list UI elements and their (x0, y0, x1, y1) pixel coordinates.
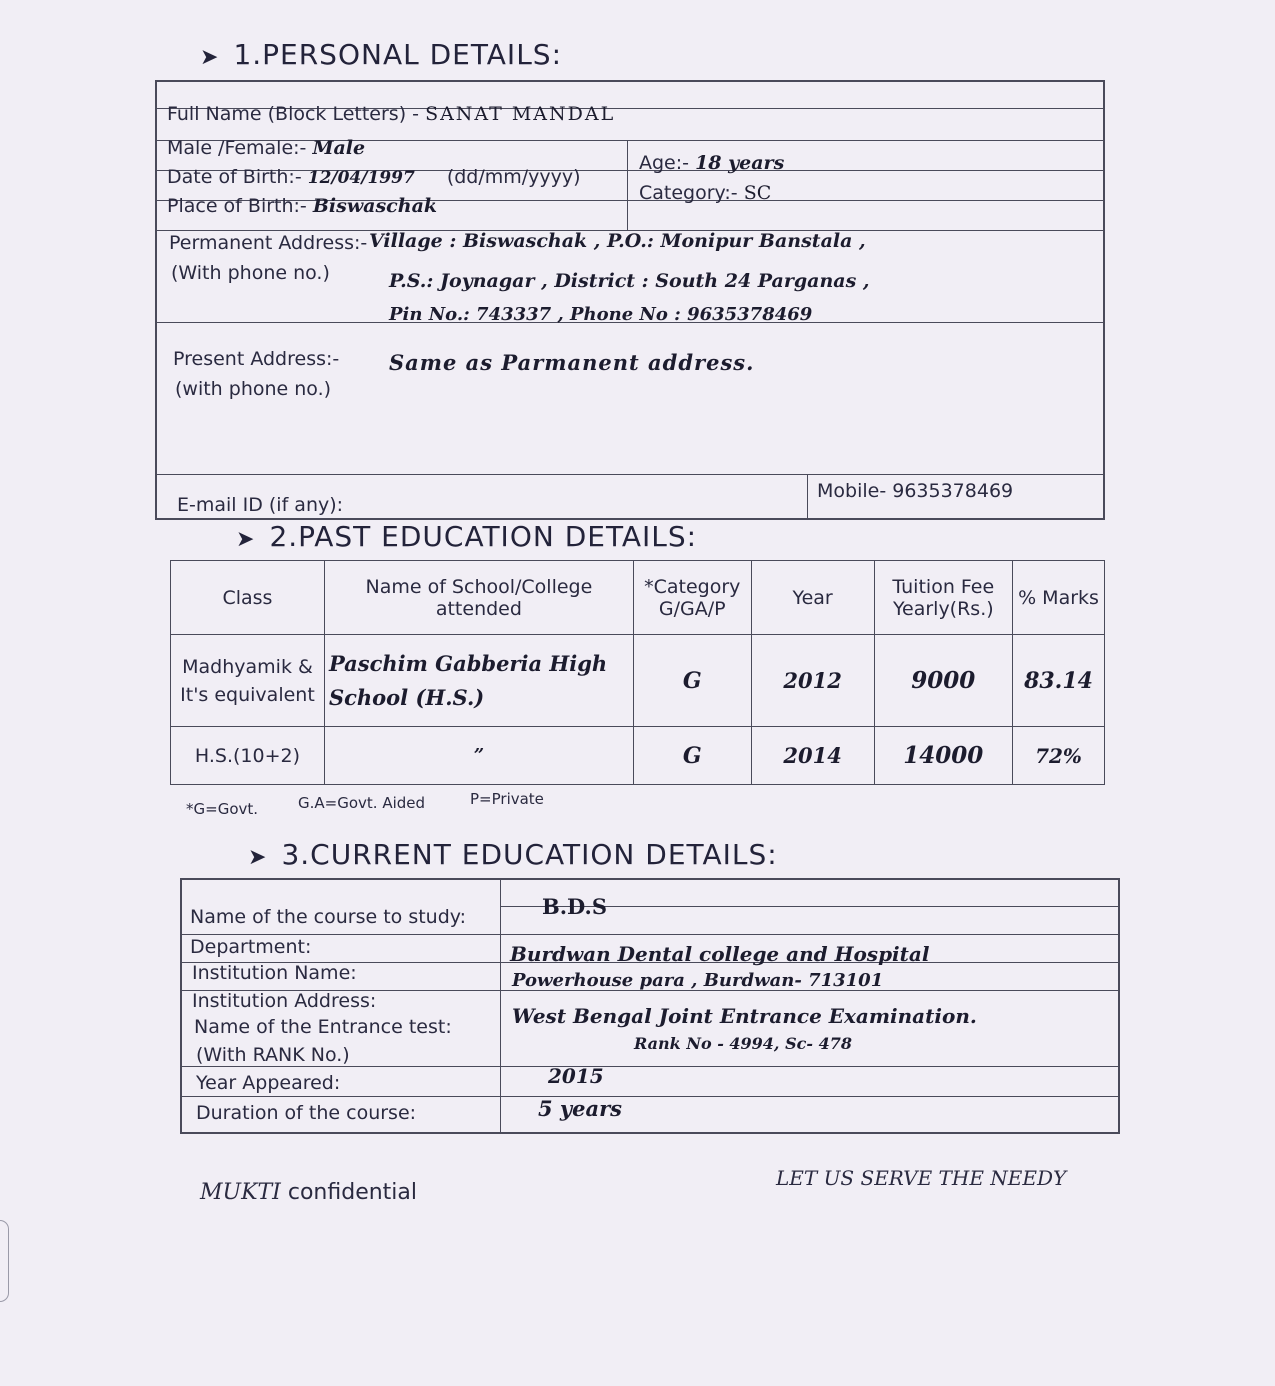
class-cell: Madhyamik & It's equivalent (171, 635, 325, 727)
current-education-title: ➤ 3.CURRENT EDUCATION DETAILS: (248, 838, 778, 871)
note-govt: *G=Govt. (186, 800, 259, 818)
school-cell: Paschim Gabberia High School (H.S.) (324, 635, 633, 727)
class-cell: H.S.(10+2) (171, 727, 325, 785)
course-value: B.D.S (542, 894, 607, 919)
past-education-title: ➤ 2.PAST EDUCATION DETAILS: (236, 520, 698, 553)
personal-details-title: ➤ 1.PERSONAL DETAILS: (200, 38, 562, 71)
category-value: SC (743, 182, 772, 204)
perm-address-sublabel: (With phone no.) (171, 262, 330, 284)
marks-cell: 83.14 (1013, 635, 1105, 727)
footer-slogan: LET US SERVE THE NEEDY (776, 1166, 1067, 1190)
header-category: *Category G/GA/P (633, 561, 751, 635)
year-appeared-label: Year Appeared: (196, 1072, 341, 1094)
age-value: 18 years (695, 152, 785, 174)
header-fee: Tuition Fee Yearly(Rs.) (874, 561, 1012, 635)
arrow-icon: ➤ (200, 45, 220, 70)
dob-value: 12/04/1997 (307, 168, 415, 188)
institution-address-label: Institution Address: (192, 990, 377, 1012)
perm-address-label: Permanent Address:- (169, 232, 368, 254)
footer-brand: MUKTI (200, 1180, 281, 1205)
dob-row: Date of Birth:- 12/04/1997 (dd/mm/yyyy) (167, 166, 581, 188)
table-row (171, 727, 1105, 785)
personal-details-box (155, 80, 1105, 520)
entrance-rank-value: Rank No - 4994, Sc- 478 (634, 1034, 852, 1053)
header-class: Class (171, 561, 325, 635)
perm-address-line3: Pin No.: 743337 , Phone No : 9635378469 (389, 304, 813, 325)
age-row: Age:- 18 years (639, 152, 785, 174)
perm-address-line2: P.S.: Joynagar , District : South 24 Parganas , (389, 270, 870, 292)
pob-row: Place of Birth:- Biswaschak (167, 195, 438, 217)
pob-value: Biswaschak (312, 195, 438, 217)
table-row (171, 635, 1105, 727)
category-cell: G (633, 635, 751, 727)
category-row: Category:- SC (639, 182, 772, 204)
institution-address-value: Powerhouse para , Burdwan- 713101 (512, 970, 884, 991)
arrow-icon: ➤ (248, 845, 268, 870)
dob-format: (dd/mm/yyyy) (446, 166, 581, 188)
fee-cell: 9000 (874, 635, 1012, 727)
footer-confidential: MUKTI confidential (200, 1180, 418, 1205)
entrance-test-sublabel: (With RANK No.) (196, 1044, 350, 1066)
binder-mark (0, 1220, 9, 1302)
duration-label: Duration of the course: (196, 1102, 417, 1124)
department-label: Department: (190, 936, 312, 958)
year-cell: 2012 (751, 635, 874, 727)
header-marks: % Marks (1013, 561, 1105, 635)
course-label: Name of the course to study: (190, 906, 467, 928)
year-appeared-value: 2015 (548, 1064, 604, 1088)
gender-row: Male /Female:- Male (167, 137, 366, 159)
school-cell: ” (324, 727, 633, 785)
entrance-test-label: Name of the Entrance test: (194, 1016, 452, 1038)
past-education-table (170, 560, 1105, 785)
current-education-box (180, 878, 1120, 1134)
institution-name-value: Burdwan Dental college and Hospital (510, 942, 930, 966)
note-govt-aided: G.A=Govt. Aided (298, 794, 426, 812)
fee-cell: 14000 (874, 727, 1012, 785)
header-year: Year (751, 561, 874, 635)
email-label: E-mail ID (if any): (177, 494, 344, 516)
present-address-label: Present Address:- (173, 348, 340, 370)
perm-address-line1: Village : Biswaschak , P.O.: Monipur Banstala , (369, 230, 866, 252)
institution-name-label: Institution Name: (192, 962, 357, 984)
mobile-row: Mobile- 9635378469 (817, 480, 1014, 502)
arrow-icon: ➤ (236, 527, 256, 552)
duration-value: 5 years (538, 1096, 622, 1121)
entrance-test-value: West Bengal Joint Entrance Examination. (512, 1004, 977, 1028)
present-address-value: Same as Parmanent address. (389, 350, 755, 375)
year-cell: 2014 (751, 727, 874, 785)
gender-value: Male (312, 137, 366, 159)
marks-cell: 72% (1013, 727, 1105, 785)
present-address-sublabel: (with phone no.) (175, 378, 332, 400)
full-name-value: SANAT MANDAL (425, 103, 616, 125)
note-private: P=Private (470, 790, 544, 808)
full-name-row: Full Name (Block Letters) - SANAT MANDAL (167, 103, 616, 125)
mobile-value: 9635378469 (892, 480, 1014, 502)
header-school: Name of School/College attended (324, 561, 633, 635)
category-cell: G (633, 727, 751, 785)
